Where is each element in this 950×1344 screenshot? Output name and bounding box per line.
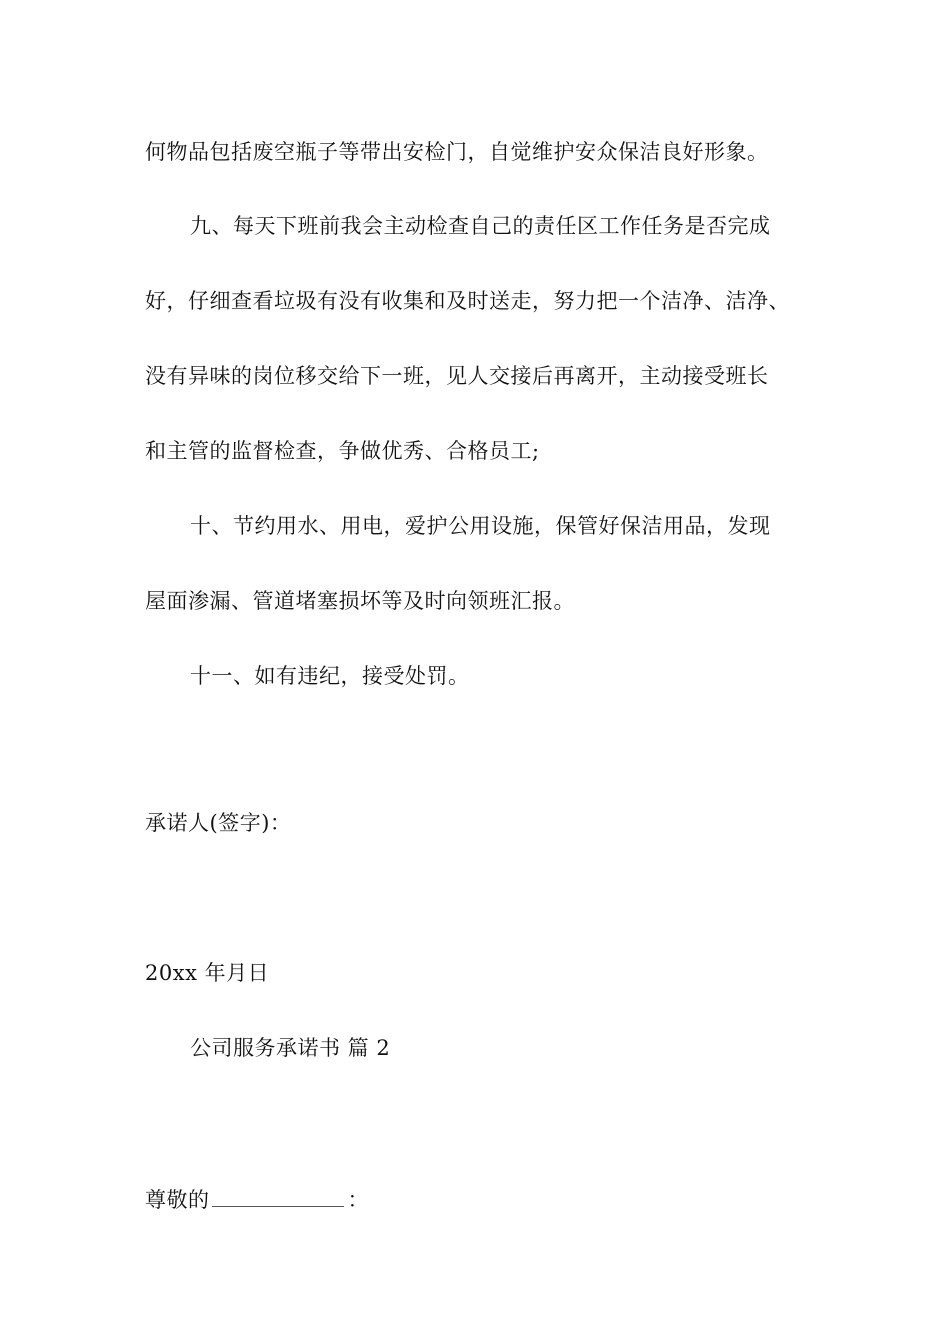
salutation-prefix: 尊敬的 <box>145 1188 210 1212</box>
paragraph-line: 好，仔细查看垃圾有没有收集和及时送走，努力把一个洁净、洁净、 <box>145 289 790 313</box>
salutation-suffix: ： <box>347 1188 369 1212</box>
salutation <box>145 1188 369 1211</box>
paragraph-line: 十、节约用水、用电，爱护公用设施，保管好保洁用品，发现 <box>190 514 771 538</box>
paragraph-line: 没有异味的岗位移交给下一班，见人交接后再离开，主动接受班长 <box>145 364 769 388</box>
paragraph-line: 九、每天下班前我会主动检查自己的责任区工作任务是否完成 <box>190 214 771 238</box>
signature-label: 承诺人(签字)： <box>145 811 292 835</box>
paragraph-line: 屋面渗漏、管道堵塞损坏等及时向领班汇报。 <box>145 589 575 613</box>
paragraph-line: 和主管的监督检查，争做优秀、合格员工; <box>145 439 540 463</box>
date-line: 20xx 年月日 <box>145 961 270 985</box>
paragraph-line: 何物品包括废空瓶子等带出安检门，自觉维护安众保洁良好形象。 <box>145 140 769 164</box>
recipient-blank <box>212 1188 344 1207</box>
paragraph-line: 十一、如有违纪，接受处罚。 <box>190 664 470 688</box>
section-title: 公司服务承诺书 篇 2 <box>190 1036 391 1060</box>
